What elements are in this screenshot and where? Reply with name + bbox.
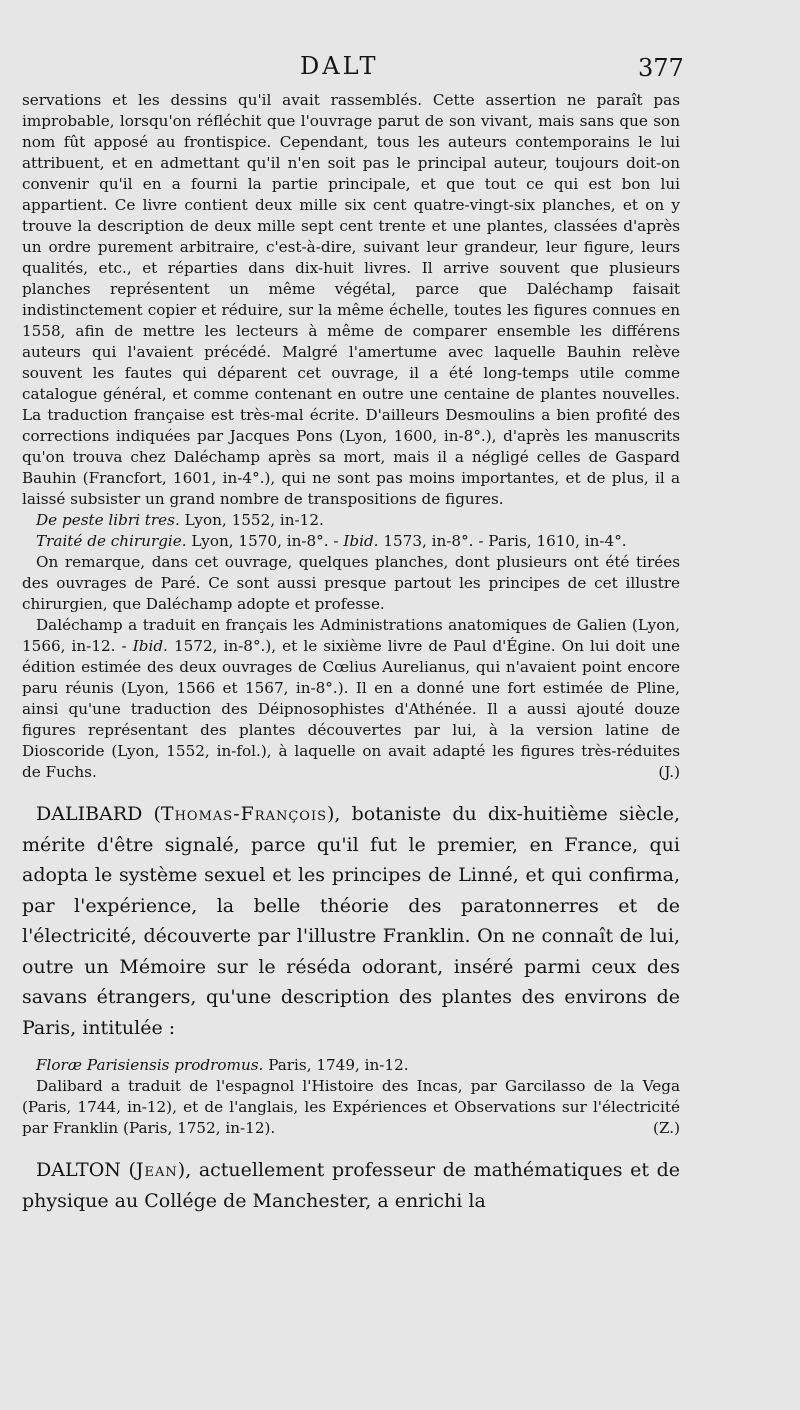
entry-separator	[22, 783, 680, 799]
page-header	[0, 52, 800, 84]
page-number: 377	[638, 54, 684, 82]
dalton-given-names: Jean	[135, 1159, 178, 1181]
p3-text-a: Daléchamp a traduit en français les Administrations anatomiques de Galien (Lyon, 1566, in-12. -	[22, 616, 680, 655]
dalechamp-reference-1	[22, 510, 680, 531]
dalibard-given-names: Thomas-François	[160, 803, 327, 825]
ref2-details-end: 1573, in-8°. - Paris, 1610, in-4°.	[378, 532, 627, 550]
running-title: DALT	[300, 52, 379, 80]
dalibard-ref-title: Floræ Parisiensis prodromus.	[36, 1056, 264, 1074]
dalton-entry: DALTON (Jean), actuellement professeur de mathématiques et de physique au Collége de Manchester, a enrichi la	[22, 1159, 680, 1212]
dalibard-p2-text: Dalibard a traduit de l'espagnol l'Histoire des Incas, par Garcilasso de la Vega (Paris, 1744, in-12), et de l'anglais, les Expériences et Observations sur l'électricité par Franklin (Paris, 1752, in-12).	[22, 1077, 680, 1137]
dalibard-text: ), botaniste du dix-huitième siècle, mérite d'être signalé, parce qu'il fut le premier, en France, qui adopta le système sexuel et les principes de Linné, et qui confirma, par l'expérience, la belle théorie des paratonnerres et de l'électricité, découverte par l'illustre Franklin. On ne connaît de lui, outre un Mémoire sur le réséda odorant, inséré parmi ceux des savans étrangers, qu'une description des plantes des environs de Paris, intitulée :	[22, 803, 680, 1039]
ref1-details: Lyon, 1552, in-12.	[179, 511, 324, 529]
page-body	[22, 90, 680, 1216]
ref2-title: Traité de chirurgie.	[36, 532, 187, 550]
dalibard-ref-details: Paris, 1749, in-12.	[263, 1056, 409, 1074]
dalechamp-paragraph-1: servations et les dessins qu'il avait rassemblés. Cette assertion ne paraît pas improbable, lorsqu'on réfléchit que l'ouvrage parut de son vivant, mais sans que son nom fût apposé au frontispice. Cependant, tous les auteurs contemporains le lui attribuent, et en admettant qu'il n'en soit pas le principal auteur, toujours doit-on convenir qu'il en a fourni la partie principale, et que tout ce qui est bon lui appartient. Ce livre contient deux mille six cent quatre-vingt-six planches, et on y trouve la description de deux mille sept cent trente et une plantes, classées d'après un ordre purement arbitraire, c'est-à-dire, suivant leur grandeur, leur figure, leurs qualités, etc., et réparties dans dix-huit livres. Il arrive souvent que plusieurs planches représentent un même végétal, parce que Daléchamp faisait indistinctement copier et réduire, sur la même échelle, toutes les figures connues en 1558, afin de mettre les lecteurs à même de comparer ensemble les différens auteurs qui l'avaient précédé. Malgré l'amertume avec laquelle Bauhin relève souvent les fautes qui déparent cet ouvrage, il a été long-temps utile comme catalogue général, et comme contenant en outre une centaine de plantes nouvelles. La traduction française est très-mal écrite. D'ailleurs Desmoulins a bien profité des corrections indiquées par Jacques Pons (Lyon, 1600, in-8°.), d'après les manuscrits qu'on trouva chez Daléchamp après sa mort, mais il a négligé celles de Gaspard Bauhin (Francfort, 1601, in-4°.), qui ne sont pas moins importantes, et de plus, il a laissé subsister un grand nombre de transpositions de figures.	[22, 91, 680, 508]
author-signature: (Z.)	[653, 1119, 680, 1137]
ref2-ibid: Ibid.	[343, 532, 379, 550]
entry-separator	[22, 1139, 680, 1155]
entry-separator	[22, 1043, 680, 1055]
dalton-text: ), actuellement professeur de mathématiques et de physique au Collége de Manchester, a enrichi la	[22, 1159, 680, 1212]
ref1-title: De peste libri tres.	[36, 511, 180, 529]
dalibard-reference	[22, 1055, 680, 1076]
dalibard-name: DALIBARD	[36, 803, 143, 825]
dalechamp-reference-2	[22, 531, 680, 552]
dalibard-paragraph-2	[22, 1076, 680, 1139]
dalechamp-paragraph-2: On remarque, dans cet ouvrage, quelques planches, dont plusieurs ont été tirées des ouvrages de Paré. Ce sont aussi presque partout les principes de cet illustre chirurgien, que Daléchamp adopte et professe.	[22, 553, 680, 613]
dalton-name: DALTON	[36, 1159, 121, 1181]
author-signature: (J.)	[658, 763, 680, 781]
dalibard-entry: DALIBARD (Thomas-François), botaniste du dix-huitième siècle, mérite d'être signalé, parce qu'il fut le premier, en France, qui adopta le système sexuel et les principes de Linné, et qui confirma, par l'expérience, la belle théorie des paratonnerres et de l'électricité, découverte par l'illustre Franklin. On ne connaît de lui, outre un Mémoire sur le réséda odorant, inséré parmi ceux des savans étrangers, qu'une description des plantes des environs de Paris, intitulée :	[22, 803, 680, 1039]
p3-text-b: 1572, in-8°.), et le sixième livre de Paul d'Égine. On lui doit une édition estimée des deux ouvrages de Cœlius Aurelianus, qui n'avaient point encore paru réunis (Lyon, 1566 et 1567, in-8°.). Il en a donné une fort estimée de Pline, ainsi qu'une traduction des Déipnosophistes d'Athénée. Il a aussi ajouté douze figures représentant des plantes découvertes par lui, à la version latine de Dioscoride (Lyon, 1552, in-fol.), à laquelle on avait adapté les figures très-réduites de Fuchs.	[22, 637, 680, 781]
ref2-details: Lyon, 1570, in-8°. -	[186, 532, 344, 550]
dalechamp-paragraph-3	[22, 615, 680, 783]
p3-ibid: Ibid.	[132, 637, 168, 655]
